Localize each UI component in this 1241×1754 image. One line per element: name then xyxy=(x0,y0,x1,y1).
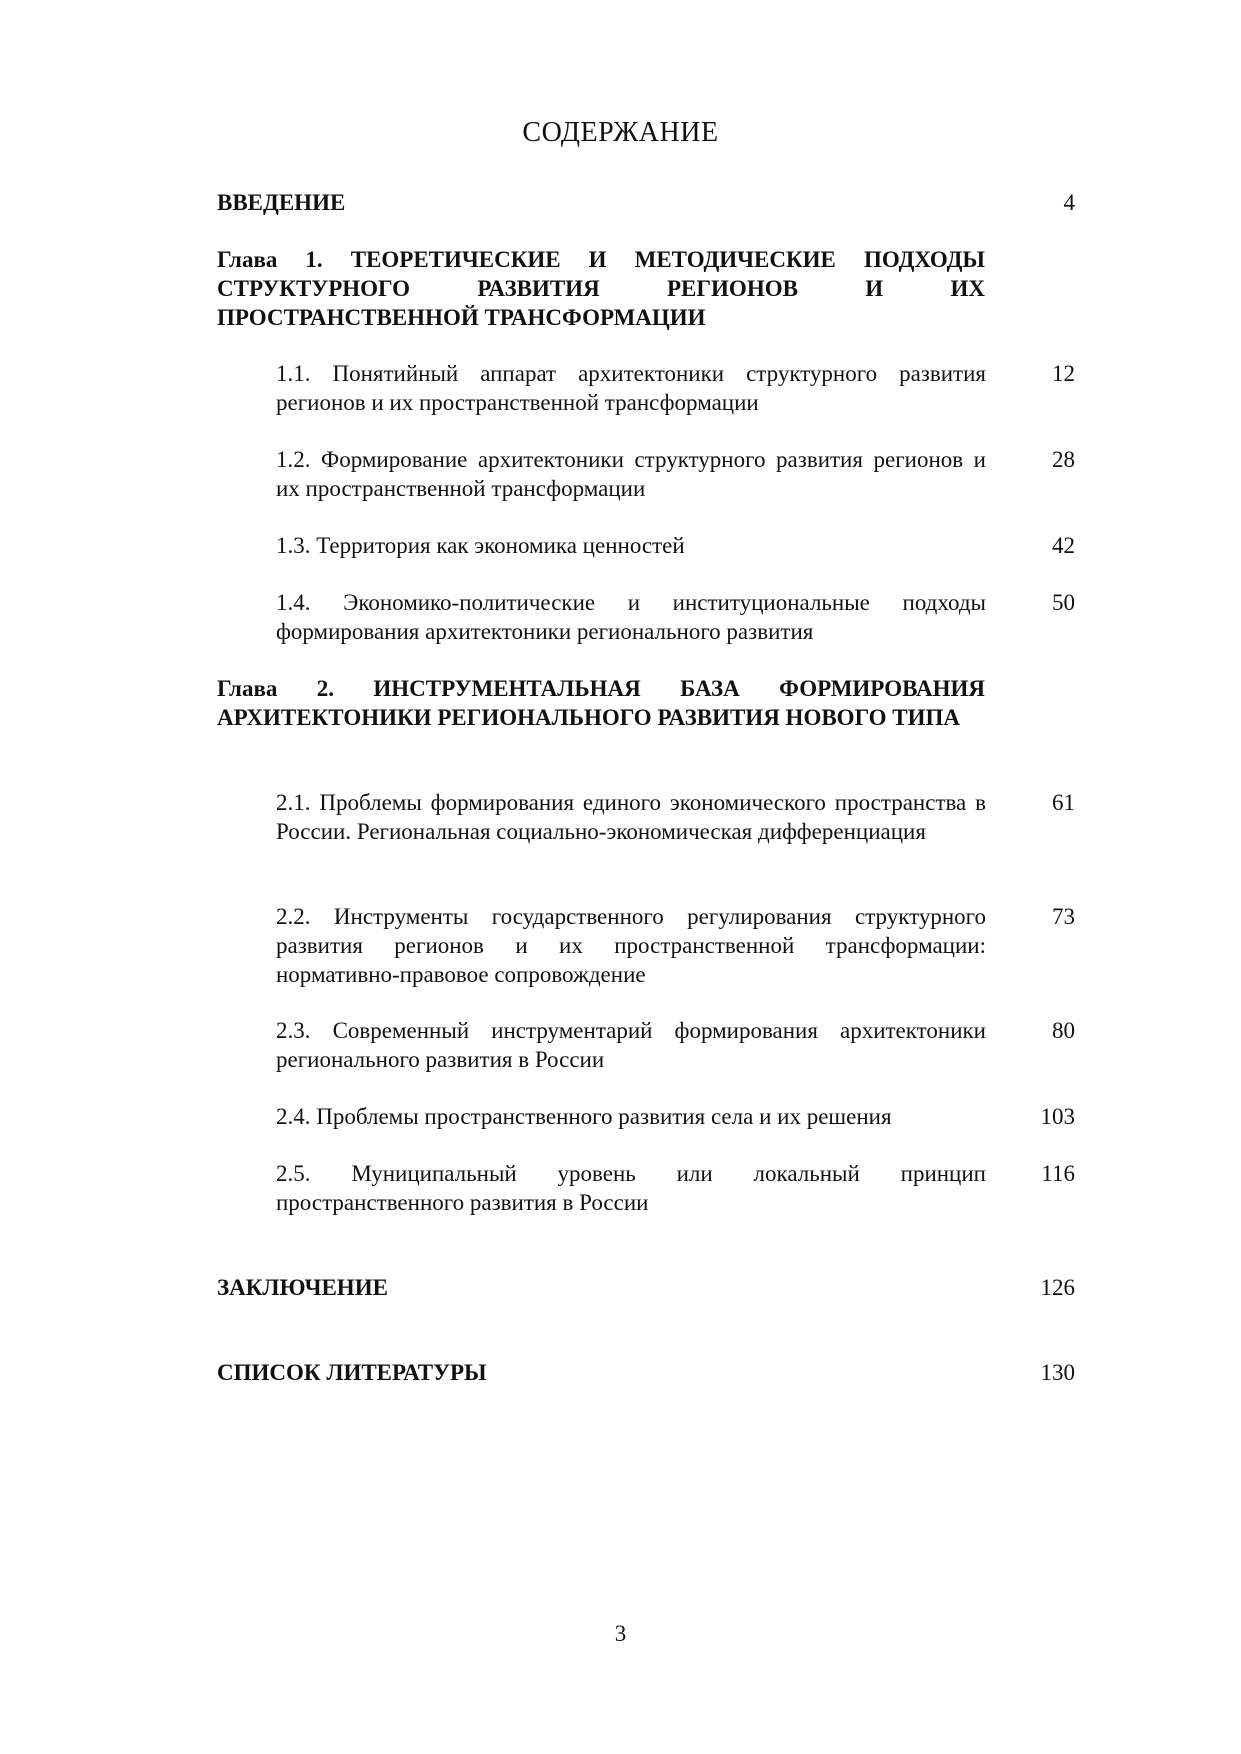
toc-entry-2-2-text: 2.2. Инструменты государственного регулирования структурного развития регионов и их пространственной трансформации: нормативно-правовое сопровождение xyxy=(276,904,986,987)
toc-entry-1-4-text: 1.4. Экономико-политические и институциональные подходы формирования архитектоники регионального развития xyxy=(276,590,986,644)
toc-entry-2-4-text: 2.4. Проблемы пространственного развития села и их решения xyxy=(276,1104,892,1129)
toc-entry-conclusion-text: ЗАКЛЮЧЕНИЕ xyxy=(217,1275,388,1300)
toc-entry-2-3-text: 2.3. Современный инструментарий формирования архитектоники регионального развития в России xyxy=(276,1018,986,1072)
toc-title: СОДЕРЖАНИЕ xyxy=(522,117,719,148)
toc-entry-2-4-page: 103 xyxy=(1040,1104,1075,1129)
toc-entry-2-5-text: 2.5. Муниципальный уровень или локальный принцип пространственного развития в России xyxy=(276,1161,986,1215)
page-number: 3 xyxy=(614,1621,627,1646)
toc-entry-1-3-page: 42 xyxy=(1052,533,1075,558)
toc-entry-references-page: 130 xyxy=(1040,1360,1075,1385)
toc-entry-1-4-page: 50 xyxy=(1052,590,1075,615)
toc-entry-1-3-text: 1.3. Территория как экономика ценностей xyxy=(276,533,685,558)
toc-entry-conclusion-page: 126 xyxy=(1040,1275,1075,1300)
toc-entry-1-1-text: 1.1. Понятийный аппарат архитектоники структурного развития регионов и их пространственной трансформации xyxy=(276,361,986,415)
toc-entry-1-2-text: 1.2. Формирование архитектоники структурного развития регионов и их пространственной трансформации xyxy=(276,447,986,501)
toc-entry-1-2-page: 28 xyxy=(1052,447,1075,472)
toc-entry-1-1-page: 12 xyxy=(1052,361,1075,386)
toc-chapter-2-text: Глава 2. ИНСТРУМЕНТАЛЬНАЯ БАЗА ФОРМИРОВАНИЯ АРХИТЕКТОНИКИ РЕГИОНАЛЬНОГО РАЗВИТИЯ НОВОГО ТИПА xyxy=(217,676,985,730)
toc-chapter-1-text: Глава 1. ТЕОРЕТИЧЕСКИЕ И МЕТОДИЧЕСКИЕ ПОДХОДЫ СТРУКТУРНОГО РАЗВИТИЯ РЕГИОНОВ И ИХ ПРОСТРАНСТВЕННОЙ ТРАНСФОРМАЦИИ xyxy=(217,247,985,330)
toc-entry-2-3-page: 80 xyxy=(1052,1018,1075,1043)
toc-entry-intro-page: 4 xyxy=(1063,190,1075,215)
toc-entry-2-2-page: 73 xyxy=(1052,904,1075,929)
toc-entry-intro-text: ВВЕДЕНИЕ xyxy=(217,190,346,215)
toc-entry-references-text: СПИСОК ЛИТЕРАТУРЫ xyxy=(217,1360,487,1385)
toc-entry-2-1-page: 61 xyxy=(1052,790,1075,815)
toc-entry-2-1-text: 2.1. Проблемы формирования единого экономического пространства в России. Региональная социально-экономическая дифференциация xyxy=(276,790,986,844)
toc-entry-2-5-page: 116 xyxy=(1041,1161,1075,1186)
